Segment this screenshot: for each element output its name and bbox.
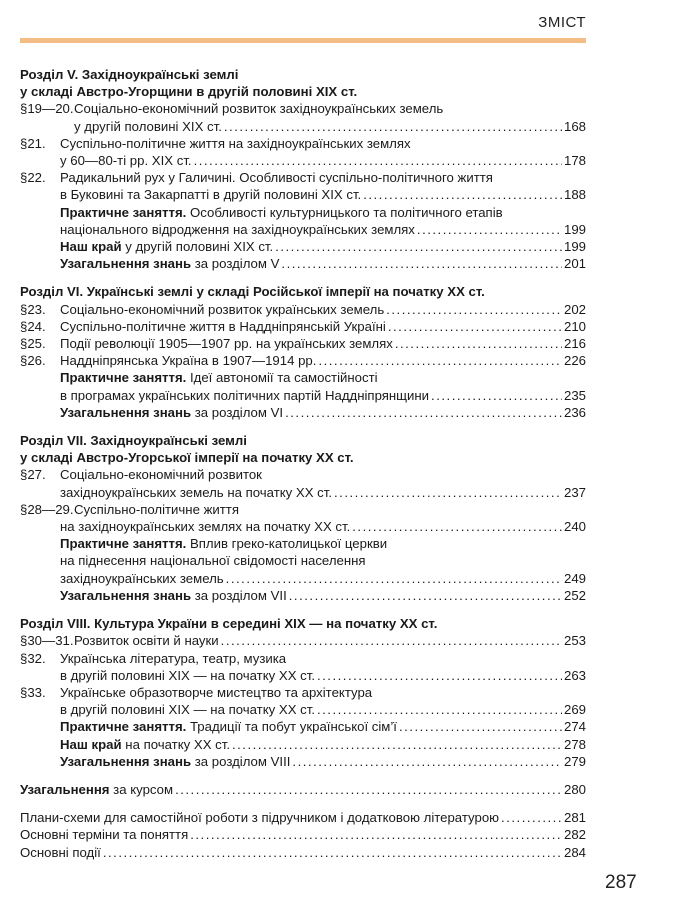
- page-ref: 252: [563, 587, 586, 603]
- page-ref: 168: [563, 118, 586, 134]
- page-ref: 282: [563, 827, 586, 843]
- page-ref: 210: [563, 318, 586, 334]
- toc-entry: Узагальнення за курсом ..... 280: [20, 781, 586, 798]
- section-title: Розділ VI. Українські землі у складі Російської імперії на початку XX ст.: [20, 284, 485, 300]
- page-ref: 235: [563, 387, 586, 403]
- page-ref: 237: [563, 484, 586, 500]
- page-ref: 226: [563, 353, 586, 369]
- toc-entry: у другій половині XIX ст. ..... 168: [20, 118, 586, 135]
- page-ref: 240: [563, 519, 586, 535]
- toc-entry: §33. Українське образотворче мистецтво та архітектура: [20, 684, 373, 700]
- page-number: 287: [605, 872, 637, 893]
- toc-entry: §22. Радикальний рух у Галичині. Особливості суспільно-політичного життя: [20, 170, 493, 186]
- page-ref: 278: [563, 736, 586, 752]
- toc-entry: §19—20. Соціально-економічний розвиток західноукраїнських земель: [20, 101, 444, 117]
- toc-entry: в другій половині XIX — на початку XX ст. ..... 263: [20, 667, 586, 684]
- page-ref: 269: [563, 702, 586, 718]
- page-ref: 199: [563, 239, 586, 255]
- toc-entry: Узагальнення знань за розділом VIII ..... 279: [20, 753, 586, 770]
- toc-entry: Наш край у другій половині XIX ст. ..... 199: [20, 238, 586, 255]
- page-ref: 188: [563, 187, 586, 203]
- toc-entry: §32. Українська література, театр, музика: [20, 650, 287, 666]
- toc-entry: Узагальнення знань за розділом V ..... 201: [20, 255, 586, 272]
- toc-entry: §26. Наддніпрянська Україна в 1907—1914 рр. ..... 226: [20, 352, 586, 369]
- toc-entry: §25. Події революції 1905—1907 рр. на українських землях ..... 216: [20, 335, 586, 352]
- toc-entry: Практичне заняття. Ідеї автономії та самостійності: [60, 370, 378, 386]
- toc-entry: §21. Суспільно-політичне життя на західноукраїнських землях: [20, 135, 411, 151]
- table-of-contents: [20, 66, 586, 861]
- page-ref: 216: [563, 336, 586, 352]
- toc-entry: Наш край на початку XX ст. ..... 278: [20, 736, 586, 753]
- page-ref: 281: [563, 810, 586, 826]
- toc-entry: на західноукраїнських землях на початку XX ст. ..... 240: [20, 518, 586, 535]
- page-ref: 178: [563, 153, 586, 169]
- section-title: Розділ V. Західноукраїнські землі: [20, 67, 239, 82]
- page-ref: 236: [563, 404, 586, 420]
- toc-entry: західноукраїнських земель ..... 249: [20, 570, 586, 587]
- toc-entry: національного відродження на західноукраїнських землях ..... 199: [20, 221, 586, 238]
- page-ref: 202: [563, 301, 586, 317]
- section-title: у складі Австро-Угорської імперії на початку XX ст.: [20, 450, 354, 466]
- page-header-title: ЗМІСТ: [538, 14, 586, 31]
- page-ref: 201: [563, 256, 586, 272]
- toc-entry: у 60—80-ті рр. XIX ст. ..... 178: [20, 152, 586, 169]
- header-rule: [20, 38, 586, 43]
- toc-entry: §30—31. Розвиток освіти й науки ..... 253: [20, 632, 586, 649]
- page-ref: 280: [563, 781, 586, 797]
- toc-entry: Основні терміни та поняття ..... 282: [20, 826, 586, 843]
- toc-entry: Узагальнення знань за розділом VI ..... 236: [20, 404, 586, 421]
- toc-entry: Плани-схеми для самостійної роботи з підручником і додатковою літературою ..... 281: [20, 809, 586, 826]
- toc-entry: §27. Соціально-економічний розвиток: [20, 467, 262, 483]
- section-title: Розділ VIII. Культура України в середині XIX — на початку XX ст.: [20, 616, 438, 632]
- toc-entry: в другій половині XIX — на початку XX ст. ..... 269: [20, 701, 586, 718]
- page-ref: 274: [563, 719, 586, 735]
- page-ref: 199: [563, 221, 586, 237]
- toc-entry: в програмах українських політичних партій Наддніпрянщини ..... 235: [20, 387, 586, 404]
- page-ref: 284: [563, 844, 586, 860]
- toc-entry: §23. Соціально-економічний розвиток українських земель ..... 202: [20, 301, 586, 318]
- toc-entry: §28—29. Суспільно-політичне життя: [20, 501, 239, 517]
- toc-entry: §24. Суспільно-політичне життя в Наддніпрянській Україні ..... 210: [20, 318, 586, 335]
- toc-entry: на піднесення національної свідомості населення: [60, 553, 366, 569]
- toc-entry: Практичне заняття. Особливості культурницького та політичного етапів: [60, 204, 503, 220]
- page-ref: 249: [563, 570, 586, 586]
- page-ref: 279: [563, 753, 586, 769]
- page-ref: 263: [563, 667, 586, 683]
- toc-entry: Практичне заняття. Вплив греко-католицької церкви: [60, 536, 388, 552]
- toc-entry: Основні події ..... 284: [20, 844, 586, 861]
- page-ref: 253: [563, 633, 586, 649]
- toc-entry: в Буковині та Закарпатті в другій половині XIX ст. ..... 188: [20, 186, 586, 203]
- toc-entry: Практичне заняття. Традиції та побут української сім’ї ..... 274: [20, 718, 586, 735]
- toc-entry: Узагальнення знань за розділом VII ..... 252: [20, 587, 586, 604]
- toc-entry: західноукраїнських земель на початку XX ст. ..... 237: [20, 484, 586, 501]
- section-title: Розділ VII. Західноукраїнські землі: [20, 433, 247, 449]
- section-title: у складі Австро-Угорщини в другій половині XIX ст.: [20, 84, 358, 100]
